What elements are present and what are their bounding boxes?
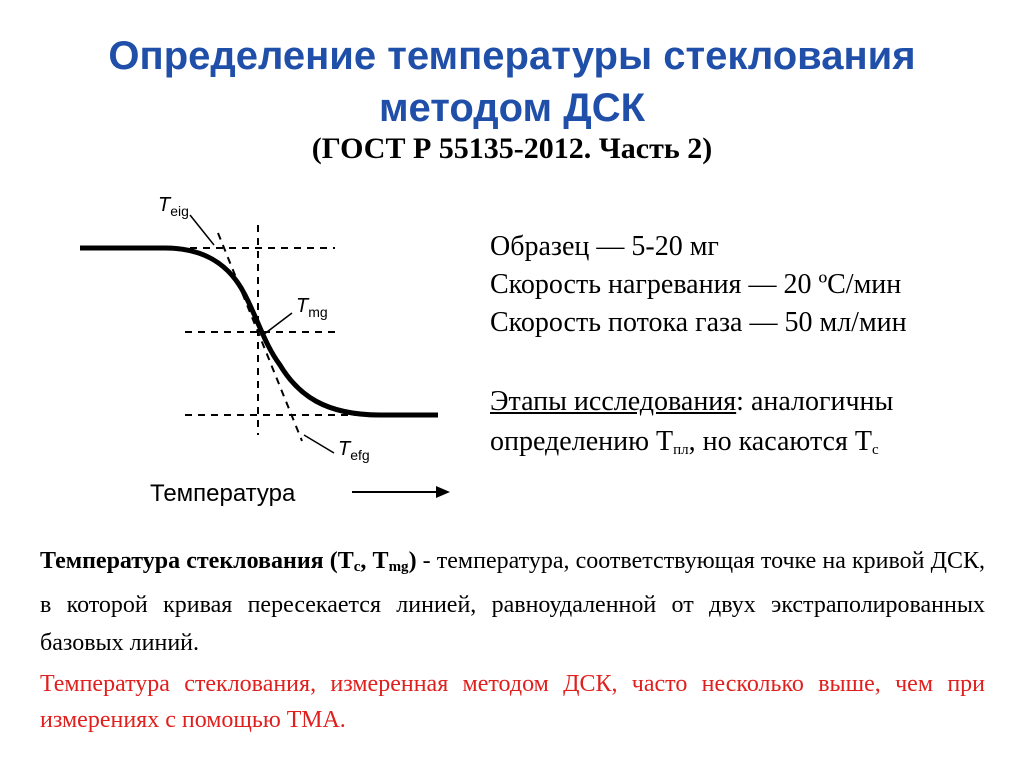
tma-note: Температура стеклования, измеренная методом ДСК, часто несколько выше, чем при измерениях с помощью ТМА. <box>40 671 985 733</box>
stages-text-1: : аналогичны определению Т <box>490 386 894 457</box>
definition-period: . <box>193 630 200 656</box>
title-line-1: Определение температуры стеклования <box>108 34 916 78</box>
glass-transition-definition <box>40 542 985 662</box>
stages-text-2: , но касаются Т <box>688 426 872 457</box>
t-efg-label: $T_{efg}$ <box>338 438 370 463</box>
conditions-block <box>490 228 1020 342</box>
t-eig-leader <box>190 215 214 245</box>
temperature-axis-label: Температура <box>150 480 296 507</box>
temperature-arrow-head <box>436 486 450 498</box>
research-stages <box>490 382 1010 470</box>
t-eig-label: $T_{eig}$ <box>158 194 189 219</box>
t-efg-leader <box>304 435 334 453</box>
dsc-curve <box>80 248 438 415</box>
t-mg-label: $T_{mg}$ <box>296 295 328 320</box>
dsc-diagram <box>70 185 470 515</box>
definition-term: Температура стеклования ($Т_с$, $Т_{mg}$) <box>40 548 417 575</box>
page-title <box>0 30 1024 134</box>
definition-body: - температура, соответствующая точке на кривой ДСК, в которой кривая пересекается линией, равноудаленной от двух экстраполированных базовых линий <box>40 548 986 656</box>
stages-sub-1: пл <box>673 442 689 458</box>
heating-rate: Скорость нагревания — 20 ºС/мин <box>490 269 902 300</box>
page-subtitle: (ГОСТ Р 55135-2012. Часть 2) <box>311 132 713 165</box>
gas-flow-rate: Скорость потока газа — 50 мл/мин <box>490 307 907 338</box>
title-line-2: методом ДСК <box>378 86 646 130</box>
stages-label: Этапы исследования <box>490 386 737 417</box>
tangent-dashed-line <box>218 233 302 441</box>
stages-sub-2: с <box>871 442 879 458</box>
sample-mass: Образец — 5-20 мг <box>490 231 719 262</box>
dsc-curve-svg <box>70 185 470 515</box>
